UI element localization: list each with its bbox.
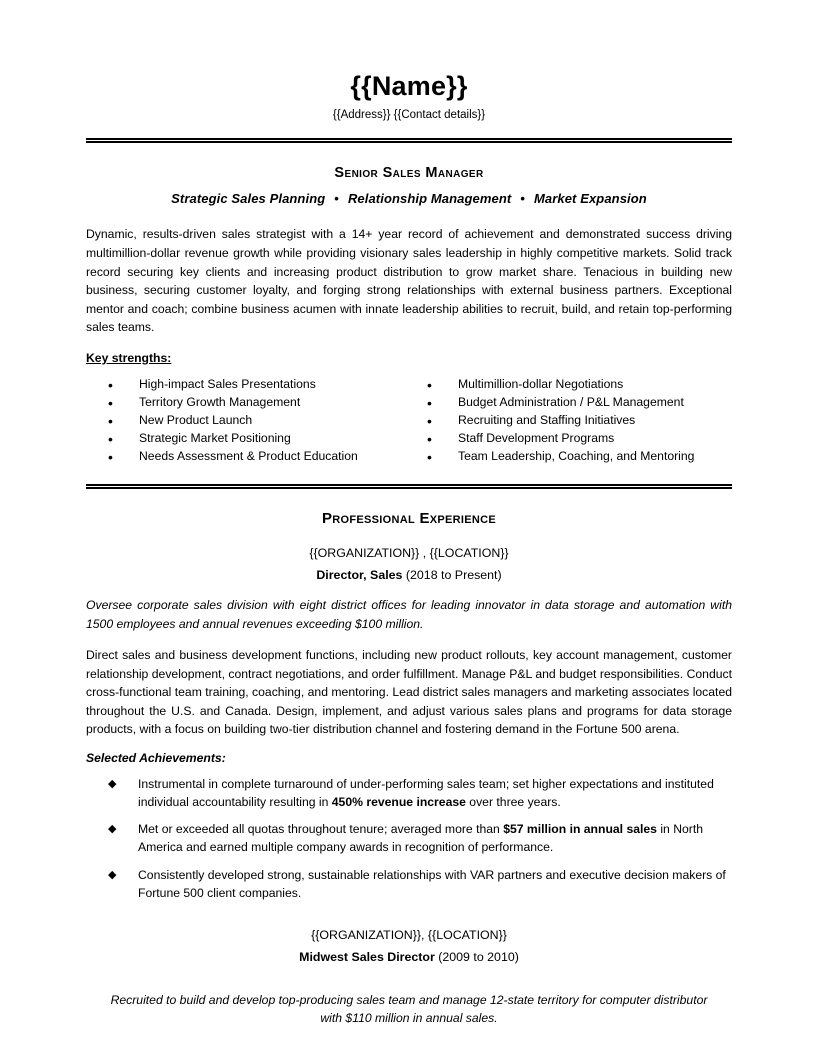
list-item: • Needs Assessment & Product Education — [108, 448, 409, 465]
key-strengths-left-column — [86, 376, 409, 466]
role-dates: (2018 to Present) — [405, 568, 502, 583]
role-title: Midwest Sales Director — [299, 949, 435, 964]
job-title: Senior Sales Manager — [334, 165, 484, 182]
achievement-highlight: $57 million in annual sales — [503, 822, 657, 837]
achievements-list — [86, 776, 732, 903]
contact-details: {{Address}} {{Contact details}} — [332, 108, 486, 121]
list-item: • High-impact Sales Presentations — [108, 376, 409, 393]
list-item: • Budget Administration / P&L Management — [427, 394, 732, 411]
resume-header — [86, 0, 732, 122]
list-item: • Multimillion-dollar Negotiations — [427, 376, 732, 393]
specialty-2: Relationship Management — [347, 191, 512, 207]
list-item: • New Product Launch — [108, 412, 409, 429]
achievement-text-before: Consistently developed strong, sustainable relationships with VAR partners and executive decision makers of Fortune 500 client companies. — [138, 868, 726, 900]
achievements-heading: Selected Achievements: — [86, 750, 226, 765]
list-item — [108, 867, 732, 903]
key-strengths-columns — [86, 376, 732, 466]
specialty-3: Market Expansion — [533, 191, 647, 207]
key-strengths-right-column — [409, 376, 732, 466]
experience-entry-1 — [86, 546, 732, 902]
list-item — [108, 776, 732, 812]
key-strengths-heading: Key strengths: — [86, 350, 172, 365]
list-item: • Territory Growth Management — [108, 394, 409, 411]
experience-divider — [86, 484, 732, 489]
professional-summary: Dynamic, results-driven sales strategist with a 14+ year record of achievement and demonstrated success driving multimillion-dollar revenue growth while providing visionary sales leadership in highly competitive markets. Solid track record securing key clients and increasing product distribution to grow market share. Tenacious in building new business, securing customer loyalty, and forging strong relationships with external business partners. Exceptional mentor and coach; combine business acumen with innate leadership abilities to recruit, build, and retain top-performing sales teams. — [86, 227, 732, 335]
role-title: Director, Sales — [316, 568, 403, 583]
role-dates: (2009 to 2010) — [438, 949, 519, 964]
achievement-highlight: 450% revenue increase — [331, 794, 466, 809]
achievement-text-before: Instrumental in complete turnaround of under-performing sales team; set higher expectations and instituted individual accountability resulting in — [138, 776, 714, 809]
section-heading-experience: Professional Experience — [321, 510, 497, 528]
list-item — [108, 821, 732, 857]
company-description: Oversee corporate sales division with eight district offices for leading innovator in data storage and automation with 1500 employees and annual revenues exceeding $100 million. — [86, 598, 732, 631]
bullet-separator-icon: • — [520, 191, 525, 207]
company-description: Recruited to build and develop top-producing sales team and manage 12-state territory for computer distributor with $110 million in annual sales. — [110, 992, 708, 1025]
experience-entry-2 — [86, 928, 732, 1028]
achievement-text-after: over three years. — [465, 794, 561, 809]
key-strengths-left-list — [108, 376, 409, 465]
candidate-name: {{Name}} — [350, 71, 468, 101]
specialty-1: Strategic Sales Planning — [171, 191, 326, 207]
achievement-text-after: in North America and earned multiple company awards in recognition of performance. — [138, 822, 704, 855]
organization-line: {{ORGANIZATION}}, {{LOCATION}} — [311, 927, 507, 942]
organization-line: {{ORGANIZATION}} , {{LOCATION}} — [309, 546, 509, 561]
role-line — [86, 950, 732, 964]
achievement-text-before: Met or exceeded all quotas throughout tenure; averaged more than — [138, 822, 504, 837]
list-item: • Staff Development Programs — [427, 430, 732, 447]
list-item: • Strategic Market Positioning — [108, 430, 409, 447]
specialties-tagline — [86, 191, 732, 206]
list-item: • Team Leadership, Coaching, and Mentoring — [427, 448, 732, 465]
bullet-separator-icon: • — [334, 191, 339, 207]
resume-content — [86, 0, 732, 1027]
key-strengths-right-list — [427, 376, 732, 465]
header-divider — [86, 138, 732, 143]
role-line — [86, 568, 732, 582]
target-title-block — [86, 165, 732, 206]
list-item: • Recruiting and Staffing Initiatives — [427, 412, 732, 429]
role-duties: Direct sales and business development functions, including new product rollouts, key account management, customer relationship development, contract negotiations, and order fulfillment. Manage P&L and budget responsibilities. Conduct cross-functional team training, coaching, and mentoring. Lead district sales managers and marketing associates located throughout the U.S. and Canada. Design, implement, and adjust various sales plans and programs for data storage products, with a focus on building two-tier distribution channel and fostering demand in the Fortune 500 arena. — [86, 648, 732, 737]
